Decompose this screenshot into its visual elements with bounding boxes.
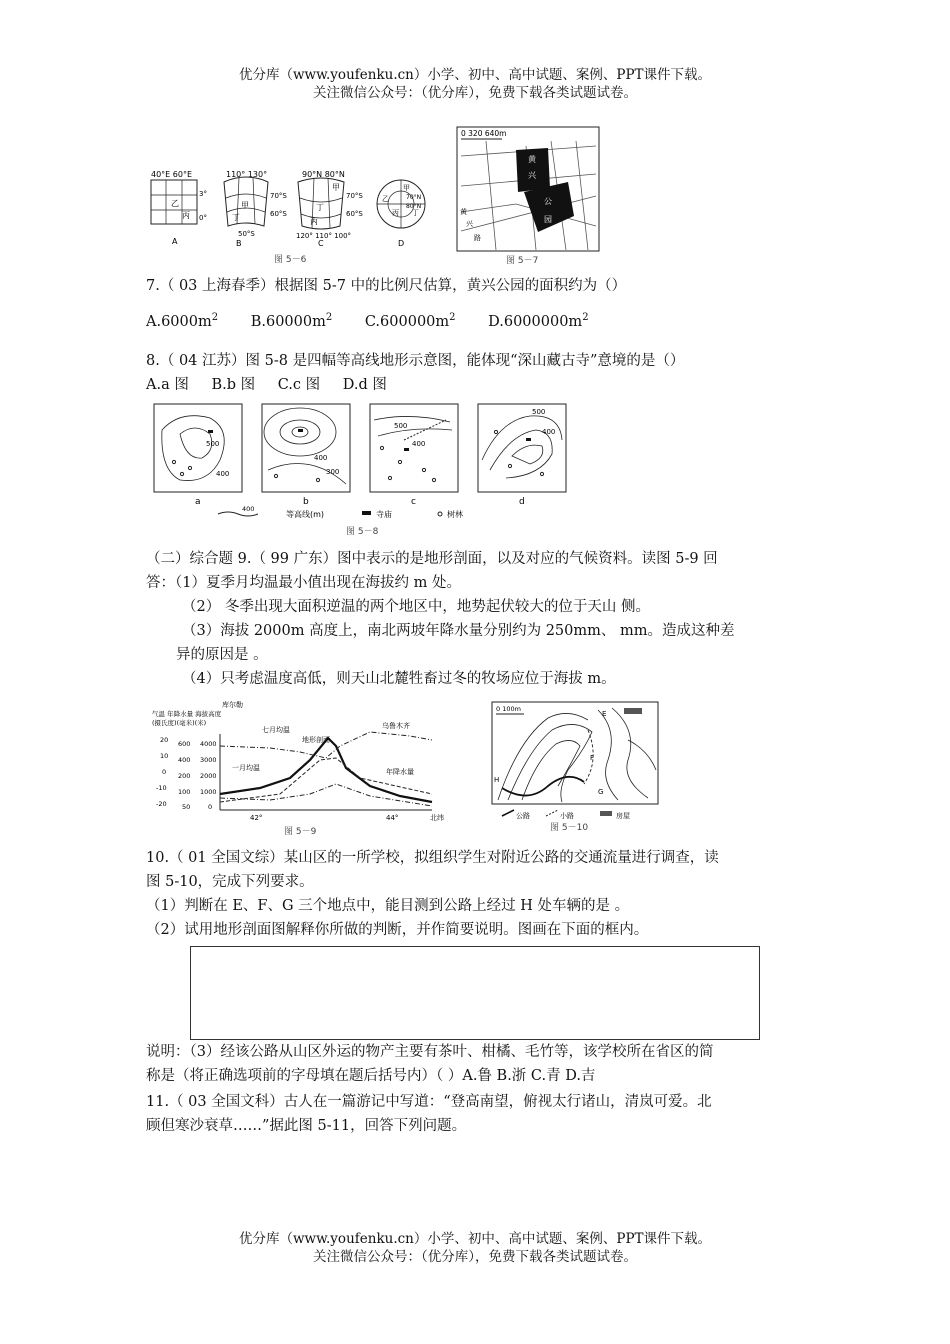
footer-line-1: 优分库（www.youfenku.cn）小学、初中、高中试题、案例、PPT课件下载。 — [238, 1231, 712, 1247]
svg-text:C: C — [318, 239, 324, 248]
svg-text:90°N 80°N: 90°N 80°N — [302, 170, 345, 179]
svg-text:0°: 0° — [199, 214, 207, 222]
svg-text:A: A — [172, 237, 178, 246]
svg-text:500: 500 — [394, 422, 408, 430]
svg-text:-10: -10 — [156, 784, 167, 792]
fig58-map-c — [370, 404, 458, 507]
fig58-legend — [218, 505, 463, 519]
svg-text:北纬: 北纬 — [430, 814, 444, 822]
svg-text:B: B — [236, 239, 242, 248]
svg-text:丁: 丁 — [232, 213, 240, 222]
svg-text:500: 500 — [206, 440, 220, 448]
q10-line-1: 10.（ 01 全国文综）某山区的一所学校，拟组织学生对附近公路的交通流量进行调查，读 — [146, 850, 719, 866]
svg-text:300: 300 — [326, 468, 340, 476]
svg-text:600: 600 — [178, 740, 191, 748]
q9-line-4: （3）海拔 2000m 高度上，南北两坡年降水量分别约为 250mm、 mm。造成这种差 — [182, 623, 735, 639]
q8-option-a[interactable]: A.a 图 — [146, 377, 189, 393]
q9-line-3: （2） 冬季出现大面积逆温的两个地区中，地势起伏较大的位于天山 侧。 — [182, 599, 650, 615]
svg-text:库尔勒: 库尔勒 — [222, 701, 243, 709]
header-line-2: 关注微信公众号：（优分库），免费下载各类试题试卷。 — [313, 85, 637, 101]
svg-text:400: 400 — [178, 756, 191, 764]
svg-text:70°N: 70°N — [406, 194, 422, 201]
svg-text:0: 0 — [162, 768, 167, 776]
svg-text:50°S: 50°S — [238, 230, 255, 238]
q9-line-2: 答：（1）夏季月均温最小值出现在海拔约 m 处。 — [146, 575, 461, 591]
svg-text:20: 20 — [160, 736, 169, 744]
svg-text:G: G — [598, 788, 604, 796]
svg-text:110° 130°: 110° 130° — [226, 170, 268, 179]
q7-option-a[interactable]: $A.6000m^2$ — [146, 312, 219, 330]
fig56-panel-b — [224, 170, 287, 248]
svg-text:公: 公 — [544, 197, 552, 206]
svg-text:乙: 乙 — [382, 195, 389, 203]
svg-text:120° 110° 100°: 120° 110° 100° — [296, 232, 352, 240]
page-header — [0, 66, 950, 102]
figure-5-6 — [146, 168, 436, 268]
q7-option-c[interactable]: $C.600000m^2$ — [364, 312, 456, 330]
svg-text:4000: 4000 — [200, 740, 217, 748]
svg-text:寺庙: 寺庙 — [376, 510, 392, 519]
svg-text:兴: 兴 — [466, 220, 473, 228]
svg-text:42°: 42° — [250, 814, 263, 822]
svg-text:80°N: 80°N — [406, 203, 422, 210]
svg-text:c: c — [411, 497, 416, 507]
question-8 — [146, 349, 811, 397]
fig56-caption: 图 5－6 — [274, 255, 307, 265]
svg-text:丙: 丙 — [310, 217, 318, 226]
svg-text:甲: 甲 — [332, 183, 340, 192]
svg-text:500: 500 — [532, 408, 546, 416]
svg-text:一月均温: 一月均温 — [232, 764, 260, 772]
svg-text:70°S: 70°S — [270, 192, 287, 200]
question-11 — [146, 1090, 811, 1138]
fig510-caption: 图 5－10 — [550, 823, 589, 833]
q7-option-b[interactable]: $B.60000m^2$ — [250, 312, 333, 330]
svg-text:H: H — [494, 776, 500, 784]
q9-line-1: （二）综合题 9.（ 99 广东）图中表示的是地形剖面，以及对应的气候资料。读图 5-9 回 — [146, 551, 718, 567]
q8-options — [146, 373, 811, 397]
svg-text:D: D — [398, 239, 405, 248]
svg-text:400: 400 — [314, 454, 328, 462]
svg-text:树林: 树林 — [447, 510, 463, 519]
svg-text:小路: 小路 — [560, 812, 574, 820]
svg-text:七月均温: 七月均温 — [262, 726, 290, 734]
svg-text:丙: 丙 — [392, 209, 399, 217]
svg-text:0 320 640m: 0 320 640m — [461, 129, 507, 138]
svg-text:F: F — [590, 754, 595, 762]
svg-text:2000: 2000 — [200, 772, 217, 780]
svg-text:400: 400 — [412, 440, 426, 448]
svg-text:70°S: 70°S — [346, 192, 363, 200]
svg-text:气温 年降水量 海拔高度: 气温 年降水量 海拔高度 — [152, 710, 222, 718]
svg-text:60°S: 60°S — [346, 210, 363, 218]
svg-text:3000: 3000 — [200, 756, 217, 764]
svg-text:乙: 乙 — [171, 199, 179, 208]
svg-text:年降水量: 年降水量 — [386, 768, 414, 776]
svg-text:丙: 丙 — [182, 211, 190, 220]
svg-text:10: 10 — [160, 752, 169, 760]
svg-text:路: 路 — [474, 234, 481, 242]
q10-drawing-box[interactable] — [190, 946, 760, 1040]
question-9 — [146, 547, 811, 691]
header-line-1: 优分库（www.youfenku.cn）小学、初中、高中试题、案例、PPT课件下载。 — [238, 67, 712, 83]
svg-text:房屋: 房屋 — [616, 812, 630, 820]
svg-text:100: 100 — [178, 788, 191, 796]
svg-text:60°S: 60°S — [270, 210, 287, 218]
fig58-map-b — [262, 404, 350, 507]
svg-text:甲: 甲 — [403, 184, 410, 192]
figure-5-9 — [150, 698, 450, 838]
svg-text:(摄氏度)(毫米)(米): (摄氏度)(毫米)(米) — [152, 719, 207, 727]
svg-text:-20: -20 — [156, 800, 167, 808]
q8-option-d[interactable]: D.d 图 — [342, 377, 387, 393]
svg-text:甲: 甲 — [241, 201, 249, 210]
svg-text:黄: 黄 — [460, 208, 467, 216]
q8-stem: 8.（ 04 江苏）图 5-8 是四幅等高线地形示意图，能体现“深山藏古寺”意境的是（） — [146, 353, 685, 369]
svg-text:d: d — [519, 497, 525, 507]
q11-line-2: 顾但寒沙衰草……”据此图 5-11，回答下列问题。 — [146, 1118, 467, 1134]
svg-text:等高线(m): 等高线(m) — [286, 510, 325, 519]
svg-text:40°E 60°E: 40°E 60°E — [151, 170, 193, 179]
figure-5-7 — [456, 126, 602, 266]
question-10-continued — [146, 1040, 811, 1088]
fig59-caption: 图 5－9 — [284, 827, 317, 837]
svg-text:地形剖面: 地形剖面 — [302, 736, 330, 744]
question-7 — [146, 274, 811, 334]
q10-line-2: 图 5-10，完成下列要求。 — [146, 874, 314, 890]
svg-text:园: 园 — [544, 215, 552, 224]
svg-text:黄: 黄 — [528, 155, 536, 164]
figure-5-10 — [488, 700, 664, 840]
svg-text:200: 200 — [178, 772, 191, 780]
svg-text:乌鲁木齐: 乌鲁木齐 — [382, 722, 410, 730]
q7-options — [146, 310, 811, 334]
svg-text:400: 400 — [242, 505, 255, 513]
svg-text:0: 0 — [208, 803, 213, 811]
fig56-panel-d — [377, 180, 425, 248]
question-10 — [146, 846, 811, 942]
q10-line-4: （2）试用地形剖面图解释你所做的判断，并作简要说明。图画在下面的框内。 — [146, 922, 649, 938]
svg-text:400: 400 — [216, 470, 230, 478]
fig58-map-d — [478, 404, 566, 507]
svg-text:50: 50 — [182, 803, 191, 811]
fig57-caption: 图 5－7 — [506, 256, 539, 266]
svg-text:400: 400 — [542, 428, 556, 436]
q11-line-1: 11.（ 03 全国文科）古人在一篇游记中写道：“登高南望，俯视太行诸山，清岚可爱。北 — [146, 1094, 712, 1110]
svg-text:兴: 兴 — [528, 171, 536, 180]
q9-line-5: 异的原因是 。 — [176, 647, 268, 663]
q8-option-c[interactable]: C.c 图 — [277, 377, 321, 393]
q9-line-6: （4）只考虑温度高低，则天山北麓牲畜过冬的牧场应位于海拔 m。 — [182, 671, 616, 687]
svg-text:公路: 公路 — [516, 812, 530, 820]
q8-option-b[interactable]: B.b 图 — [211, 377, 256, 393]
svg-text:0 100m: 0 100m — [496, 705, 521, 713]
q7-option-d[interactable]: $D.6000000m^2$ — [488, 312, 589, 330]
fig56-panel-c — [296, 170, 363, 248]
q10-line-6: 称是（将正确选项前的字母填在题后括号内）（ ）A.鲁 B.浙 C.青 D.吉 — [146, 1068, 596, 1084]
q10-line-5: 说明：（3）经该公路从山区外运的物产主要有茶叶、柑橘、毛竹等，该学校所在省区的简 — [146, 1044, 714, 1060]
q7-stem: 7.（ 03 上海春季）根据图 5-7 中的比例尺估算，黄兴公园的面积约为（） — [146, 278, 627, 294]
svg-text:E: E — [602, 710, 607, 718]
page-footer — [0, 1230, 950, 1266]
svg-text:丁: 丁 — [412, 209, 419, 217]
svg-text:3°: 3° — [199, 190, 207, 198]
fig58-map-a — [154, 404, 242, 507]
fig58-caption: 图 5－8 — [346, 527, 379, 537]
svg-text:b: b — [303, 497, 309, 507]
svg-text:1000: 1000 — [200, 788, 217, 796]
fig56-panel-a — [151, 170, 207, 246]
svg-text:44°: 44° — [386, 814, 399, 822]
svg-text:a: a — [195, 497, 201, 507]
svg-text:丁: 丁 — [316, 203, 324, 212]
footer-line-2: 关注微信公众号：（优分库），免费下载各类试题试卷。 — [313, 1249, 637, 1265]
q10-line-3: （1）判断在 E、F、G 三个地点中，能目测到公路上经过 H 处车辆的是 。 — [146, 898, 630, 914]
figure-5-8 — [150, 400, 575, 540]
